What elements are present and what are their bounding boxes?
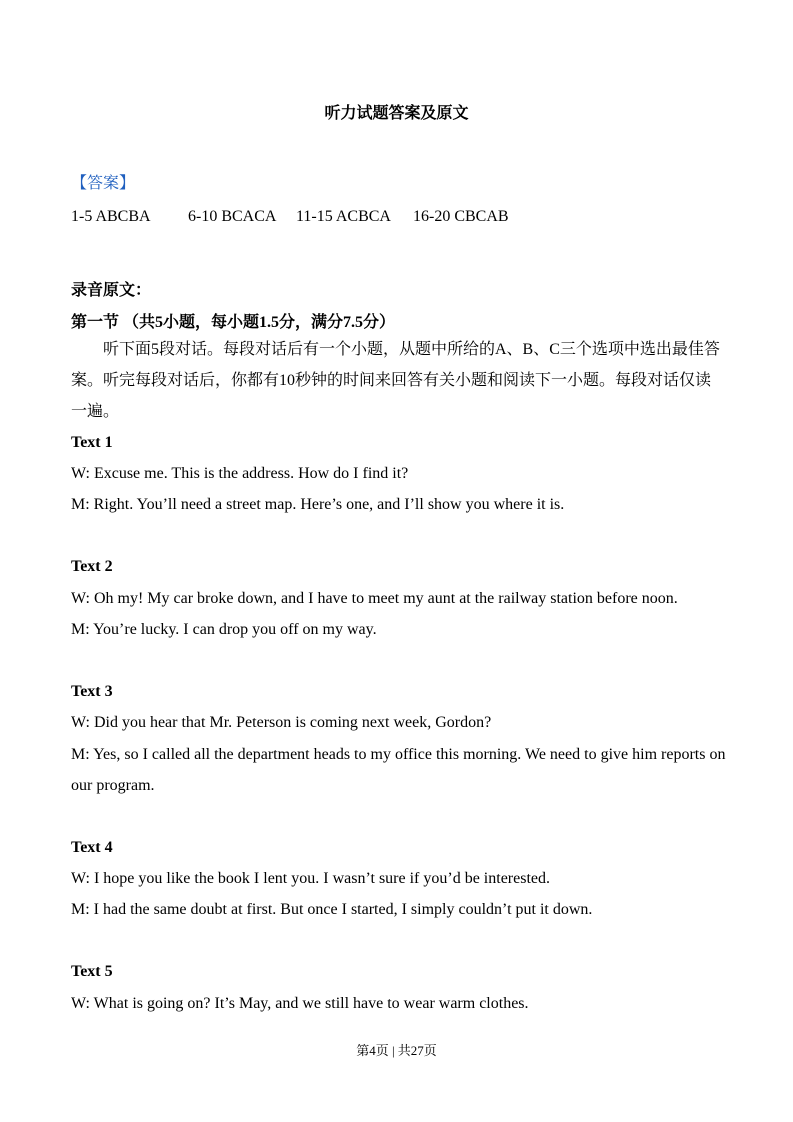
dialogue-line: W: Oh my! My car broke down, and I have to meet my aunt at the railway station before noon. — [71, 590, 678, 607]
answer-key — [71, 208, 509, 226]
dialogue-line: M: I had the same doubt at first. But once I started, I simply couldn’t put it down. — [71, 901, 593, 918]
answer-group: 1-5 ABCBA — [71, 208, 151, 225]
dialogue-line: W: I hope you like the book I lent you. I wasn’t sure if you’d be interested. — [71, 870, 550, 887]
answer-label: 【答案】 — [71, 175, 136, 192]
text-title: Text 4 — [71, 839, 113, 856]
answer-group: 6-10 BCACA — [188, 208, 277, 225]
dialogue-line: M: You’re lucky. I can drop you off on my way. — [71, 621, 377, 638]
page-footer: 第4页 | 共27页 — [356, 1043, 437, 1058]
page-title: 听力试题答案及原文 — [324, 105, 469, 122]
text-title: Text 1 — [71, 434, 113, 451]
answer-group: 11-15 ACBCA — [296, 208, 391, 225]
text-title: Text 2 — [71, 558, 113, 575]
section-heading: 第一节 （共5小题，每小题1.5分，满分7.5分） — [71, 314, 396, 331]
text-title: Text 5 — [71, 963, 113, 980]
text-title: Text 3 — [71, 683, 113, 700]
dialogue-line: M: Yes, so I called all the department heads to my office this morning. We need to give him reports on our program. — [71, 746, 726, 794]
answer-group: 16-20 CBCAB — [413, 208, 509, 225]
dialogue-line: W: Excuse me. This is the address. How do I find it? — [71, 465, 409, 482]
instructions: 听下面5段对话。每段对话后有一个小题，从题中所给的A、B、C三个选项中选出最佳答案。听完每段对话后，你都有10秒钟的时间来回答有关小题和阅读下一小题。每段对话仅读一遍。 — [71, 341, 720, 420]
transcript-label: 录音原文： — [71, 282, 152, 299]
dialogue-line: W: What is going on? It’s May, and we still have to wear warm clothes. — [71, 995, 529, 1012]
dialogue-line: M: Right. You’ll need a street map. Here’s one, and I’ll show you where it is. — [71, 496, 565, 513]
dialogue-line: W: Did you hear that Mr. Peterson is coming next week, Gordon? — [71, 714, 492, 731]
